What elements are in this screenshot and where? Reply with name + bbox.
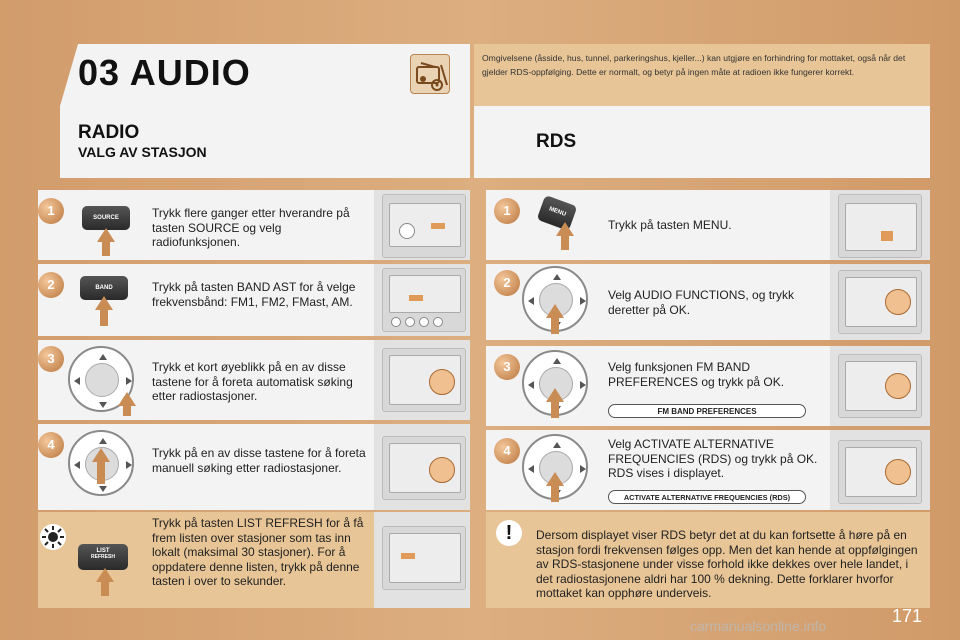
step-number: 2 — [38, 272, 64, 298]
press-arrow-stem — [561, 236, 569, 250]
step-text: Trykk på tasten BAND AST for å velge frekvensbånd: FM1, FM2, FMast, AM. — [152, 280, 356, 309]
step-number: 3 — [494, 354, 520, 380]
key-label-line2: REFRESH — [91, 554, 115, 560]
page-title: 03 AUDIO — [78, 52, 251, 93]
step-text: Velg funksjonen FM BAND PREFERENCES og trykk på OK. — [608, 360, 785, 389]
menu-key-button: MENU — [537, 195, 578, 231]
press-arrow-icon — [97, 228, 115, 242]
press-arrow-icon — [92, 448, 110, 462]
display-readout: ACTIVATE ALTERNATIVE FREQUENCIES (RDS) — [608, 490, 806, 504]
step-number: 4 — [38, 432, 64, 458]
step-text: Trykk et kort øyeblikk på en av disse tastene for å foreta automatisk søking etter radiostasjoner. — [152, 360, 353, 403]
list-refresh-key-button — [78, 544, 128, 570]
press-arrow-icon — [546, 472, 564, 486]
press-arrow-stem — [551, 486, 559, 502]
press-arrow-stem — [551, 318, 559, 334]
radio-unit-image — [382, 526, 466, 590]
step-text: Trykk på en av disse tastene for å foreta manuell søking etter radiostasjoner. — [152, 446, 366, 475]
warning-text: Dersom displayet viser RDS betyr det at du kan fortsette å høre på en stasjon fordi frekvensen følges opp. Men det kan hende at oppfølgingen av RDS-stasjonene under visse forhold ikke dekkes over hele landet, i det radiostasjonene aldri har 100 % dekning. Dette forklarer hvorfor mottaket kan opphøre underveis. — [536, 528, 918, 600]
watermark: carmanualsonline.info — [690, 618, 827, 634]
press-arrow-icon — [556, 222, 574, 236]
step-text: Trykk flere ganger etter hverandre på tasten SOURCE og velg radiofunksjonen. — [152, 206, 350, 249]
radio-section-subtitle: VALG AV STASJON — [78, 144, 207, 160]
radio-unit-image — [838, 440, 922, 504]
press-arrow-stem — [123, 404, 131, 416]
radio-unit-image — [382, 436, 466, 500]
press-arrow-stem — [551, 402, 559, 418]
press-arrow-icon — [546, 304, 564, 318]
warning-icon: ! — [496, 520, 522, 546]
press-arrow-icon — [96, 568, 114, 582]
step-text: Trykk på tasten MENU. — [608, 218, 732, 232]
audio-settings-icon — [410, 54, 450, 94]
band-key-button: BAND — [80, 276, 128, 300]
radio-unit-image — [838, 354, 922, 418]
press-arrow-icon — [95, 296, 113, 310]
step-text: Velg AUDIO FUNCTIONS, og trykk deretter på OK. — [608, 288, 795, 317]
radio-unit-image — [382, 268, 466, 332]
press-arrow-stem — [101, 582, 109, 596]
radio-unit-image — [838, 270, 922, 334]
radio-section-title: RADIO — [78, 122, 140, 143]
step-number: 1 — [38, 198, 64, 224]
step-number: 3 — [38, 346, 64, 372]
page-number: 171 — [892, 606, 923, 626]
radio-unit-image — [838, 194, 922, 258]
press-arrow-stem — [97, 462, 105, 484]
tip-sun-icon — [40, 524, 66, 550]
source-key-button: SOURCE — [82, 206, 130, 230]
radio-unit-image — [382, 194, 466, 258]
tip-text: Trykk på tasten LIST REFRESH for å få frem listen over stasjoner som tas inn lokalt (maksimal 30 stasjoner). For å oppdatere denne listen, trykk på denne tasten i over to sekunder. — [152, 516, 364, 588]
radio-unit-image — [382, 348, 466, 412]
step-text: Velg ACTIVATE ALTERNATIVE FREQUENCIES (RDS) og trykk på OK. RDS vises i displayet. — [608, 437, 818, 480]
press-arrow-stem — [100, 310, 108, 326]
display-readout: FM BAND PREFERENCES — [608, 404, 806, 418]
press-arrow-stem — [102, 242, 110, 256]
press-arrow-icon — [546, 388, 564, 402]
step-number: 4 — [494, 438, 520, 464]
intro-note-text: Omgivelsene (åsside, hus, tunnel, parkeringshus, kjeller...) kan utgjøre en forhindring for mottaket, også når det gjelder RDS-oppfølging. Dette er normalt, og betyr på ingen måte at radioen ikke fungerer korrekt. — [482, 53, 906, 77]
step-number: 2 — [494, 270, 520, 296]
step-number: 1 — [494, 198, 520, 224]
rds-section-title: RDS — [536, 131, 577, 152]
key-label-line1: LIST — [96, 548, 110, 554]
